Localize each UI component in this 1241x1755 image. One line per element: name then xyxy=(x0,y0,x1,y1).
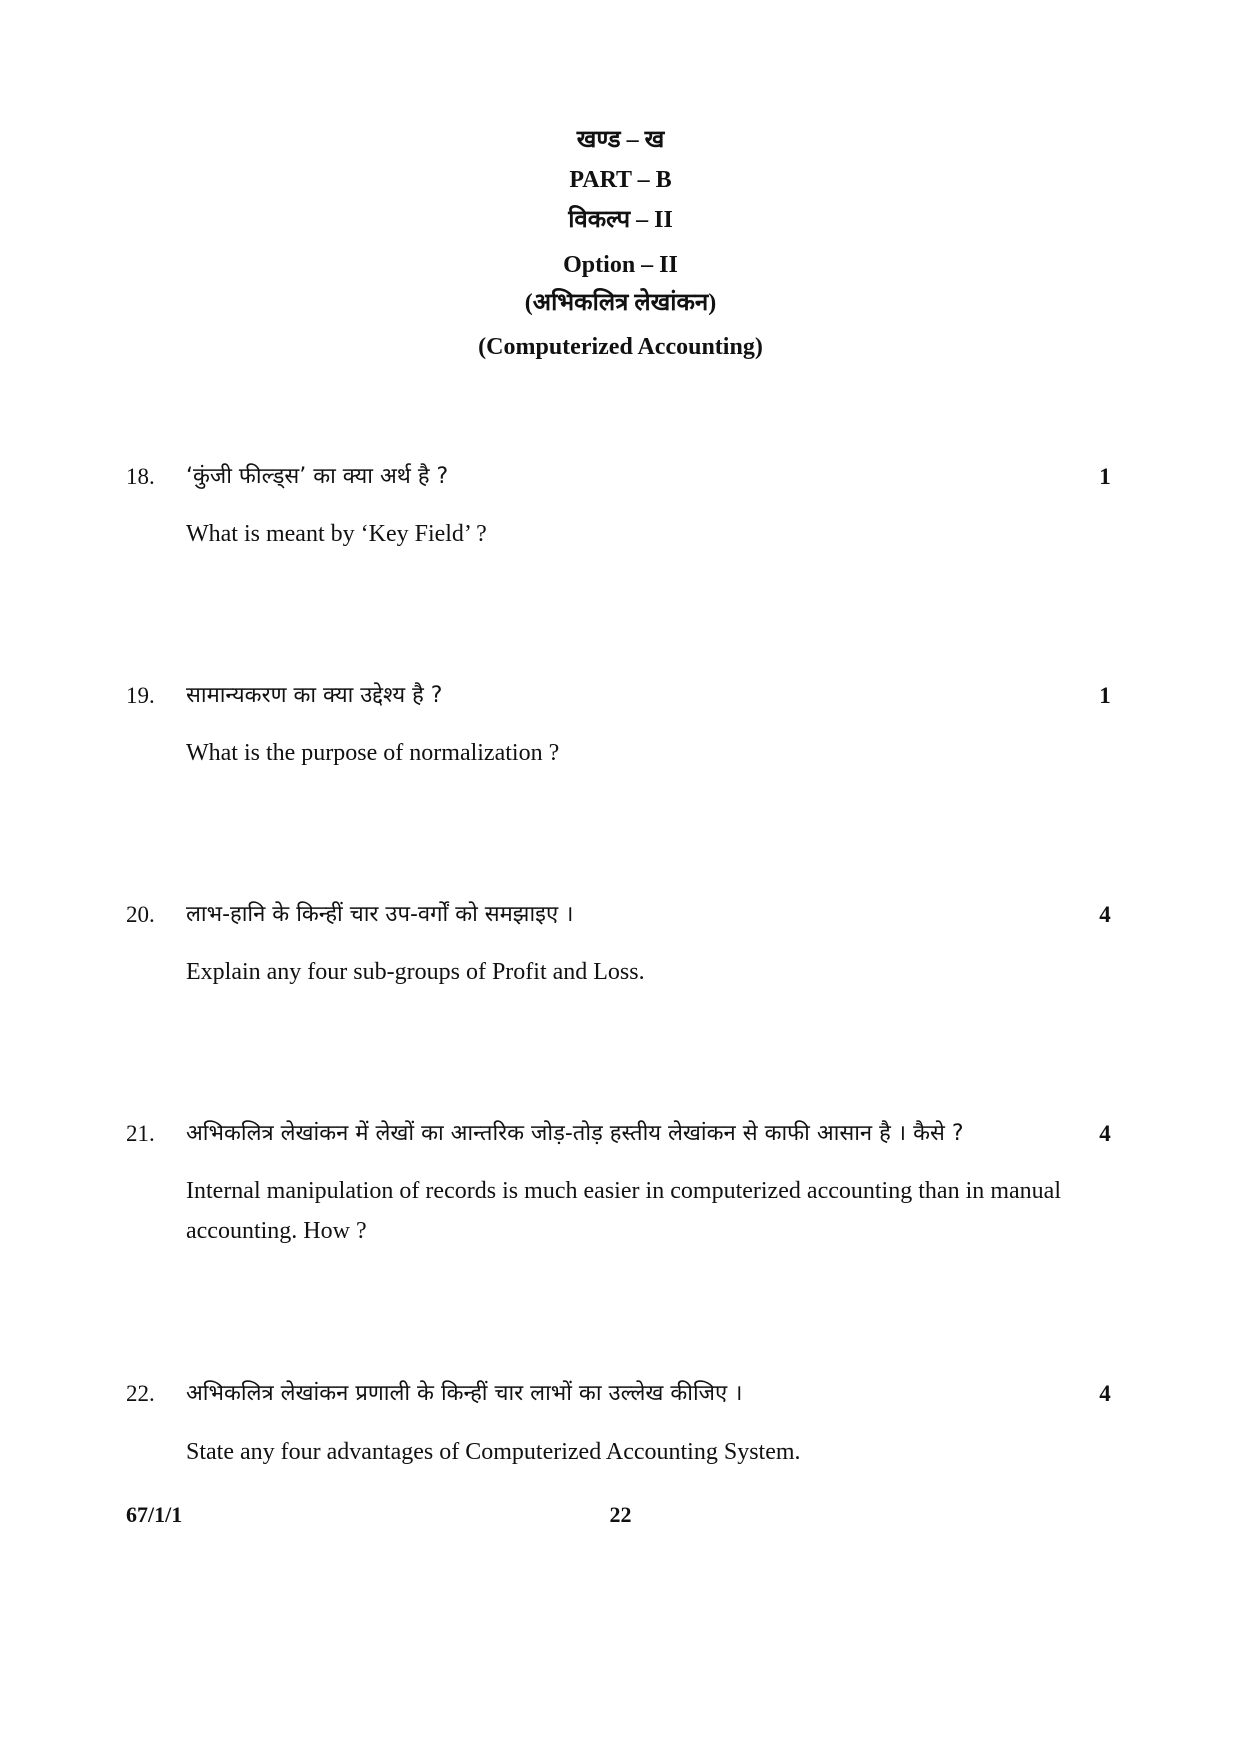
page-number: 22 xyxy=(609,1502,632,1527)
part-title: PART – B xyxy=(569,167,672,193)
question-marks: 1 xyxy=(1099,464,1111,489)
option-title-hindi: विकल्प – II xyxy=(568,207,673,233)
question-number: 18. xyxy=(126,464,155,489)
question-number: 20. xyxy=(126,902,155,927)
question-text-english: Internal manipulation of records is much easier in computerized accounting than in manual accounting. How ? xyxy=(186,1178,1061,1244)
question-text-english: State any four advantages of Computerized Accounting System. xyxy=(186,1439,801,1465)
question-text-hindi: लाभ-हानि के किन्हीं चार उप-वर्गों को समझाइए । xyxy=(186,902,574,927)
question-text-english: What is the purpose of normalization ? xyxy=(186,740,560,766)
question-text-english: What is meant by ‘Key Field’ ? xyxy=(186,521,487,547)
question-number: 19. xyxy=(126,683,155,708)
question-marks: 4 xyxy=(1099,1381,1111,1406)
paper-code: 67/1/1 xyxy=(126,1502,183,1527)
question-marks: 4 xyxy=(1099,902,1111,927)
question-text-english: Explain any four sub-groups of Profit and Loss. xyxy=(186,959,645,985)
subject-title: (Computerized Accounting) xyxy=(478,334,763,360)
question-marks: 1 xyxy=(1099,683,1111,708)
section-title-hindi: खण्ड – ख xyxy=(576,127,665,153)
question-number: 21. xyxy=(126,1121,155,1146)
question-text-hindi: अभिकलित्र लेखांकन प्रणाली के किन्हीं चार लाभों का उल्लेख कीजिए । xyxy=(186,1381,743,1406)
question-text-hindi: सामान्यकरण का क्या उद्देश्य है ? xyxy=(186,683,443,708)
question-marks: 4 xyxy=(1099,1121,1111,1146)
option-title: Option – II xyxy=(563,252,678,278)
question-text-hindi: अभिकलित्र लेखांकन में लेखों का आन्तरिक जोड़-तोड़ हस्तीय लेखांकन से काफी आसान है । कैसे ? xyxy=(186,1121,964,1146)
question-number: 22. xyxy=(126,1381,155,1406)
subject-title-hindi: (अभिकलित्र लेखांकन) xyxy=(524,290,717,316)
question-text-hindi: ‘कुंजी फील्ड्स’ का क्या अर्थ है ? xyxy=(186,464,449,489)
